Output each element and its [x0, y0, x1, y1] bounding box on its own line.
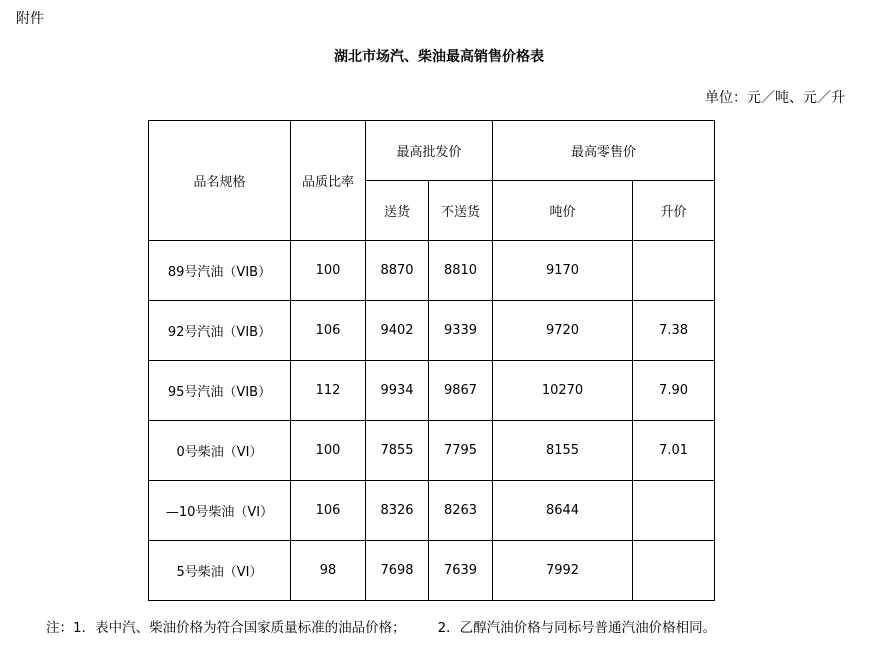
table-row	[149, 541, 715, 601]
cell-ratio: 106	[291, 301, 366, 361]
cell-liter-price: 7.38	[633, 301, 715, 361]
header-quality-ratio: 品质比率	[291, 121, 366, 241]
header-per-ton: 吨价	[493, 181, 633, 241]
cell-delivered: 8870	[366, 241, 429, 301]
cell-delivered: 7855	[366, 421, 429, 481]
cell-delivered: 7698	[366, 541, 429, 601]
cell-liter-price: 7.90	[633, 361, 715, 421]
cell-name: 92号汽油（VIB）	[149, 301, 291, 361]
header-retail: 最高零售价	[493, 121, 715, 181]
cell-liter-price: 7.01	[633, 421, 715, 481]
cell-not-delivered: 7795	[429, 421, 493, 481]
cell-ratio: 100	[291, 421, 366, 481]
cell-not-delivered: 9867	[429, 361, 493, 421]
cell-ratio: 106	[291, 481, 366, 541]
cell-ton-price: 7992	[493, 541, 633, 601]
header-name: 品名规格	[149, 121, 291, 241]
cell-ton-price: 9720	[493, 301, 633, 361]
header-wholesale: 最高批发价	[366, 121, 493, 181]
attachment-label: 附件	[16, 11, 44, 27]
table-row	[149, 361, 715, 421]
header-not-delivered: 不送货	[429, 181, 493, 241]
header-row	[149, 121, 715, 181]
table-row	[149, 301, 715, 361]
cell-ton-price: 8155	[493, 421, 633, 481]
cell-delivered: 9402	[366, 301, 429, 361]
page-title: 湖北市场汽、柴油最高销售价格表	[334, 49, 544, 65]
cell-not-delivered: 8263	[429, 481, 493, 541]
cell-name: —10号柴油（VI）	[149, 481, 291, 541]
header-per-liter: 升价	[633, 181, 715, 241]
cell-name: 95号汽油（VIB）	[149, 361, 291, 421]
footnote-item-1: 注：1．表中汽、柴油价格为符合国家质量标准的油品价格；	[46, 620, 406, 636]
price-table	[148, 120, 715, 601]
header-delivered: 送货	[366, 181, 429, 241]
cell-liter-price	[633, 481, 715, 541]
cell-liter-price	[633, 241, 715, 301]
cell-delivered: 9934	[366, 361, 429, 421]
table-row	[149, 241, 715, 301]
cell-name: 0号柴油（VI）	[149, 421, 291, 481]
cell-ratio: 100	[291, 241, 366, 301]
cell-not-delivered: 8810	[429, 241, 493, 301]
cell-ton-price: 8644	[493, 481, 633, 541]
cell-liter-price	[633, 541, 715, 601]
cell-ton-price: 9170	[493, 241, 633, 301]
cell-delivered: 8326	[366, 481, 429, 541]
table-row	[149, 481, 715, 541]
cell-not-delivered: 9339	[429, 301, 493, 361]
cell-name: 5号柴油（VI）	[149, 541, 291, 601]
table-row	[149, 421, 715, 481]
cell-ratio: 98	[291, 541, 366, 601]
cell-ratio: 112	[291, 361, 366, 421]
cell-not-delivered: 7639	[429, 541, 493, 601]
cell-ton-price: 10270	[493, 361, 633, 421]
cell-name: 89号汽油（VIB）	[149, 241, 291, 301]
footnote	[46, 616, 716, 636]
footnote-item-2: 2．乙醇汽油价格与同标号普通汽油价格相同。	[437, 620, 717, 636]
unit-label: 单位：元／吨、元／升	[705, 90, 845, 106]
